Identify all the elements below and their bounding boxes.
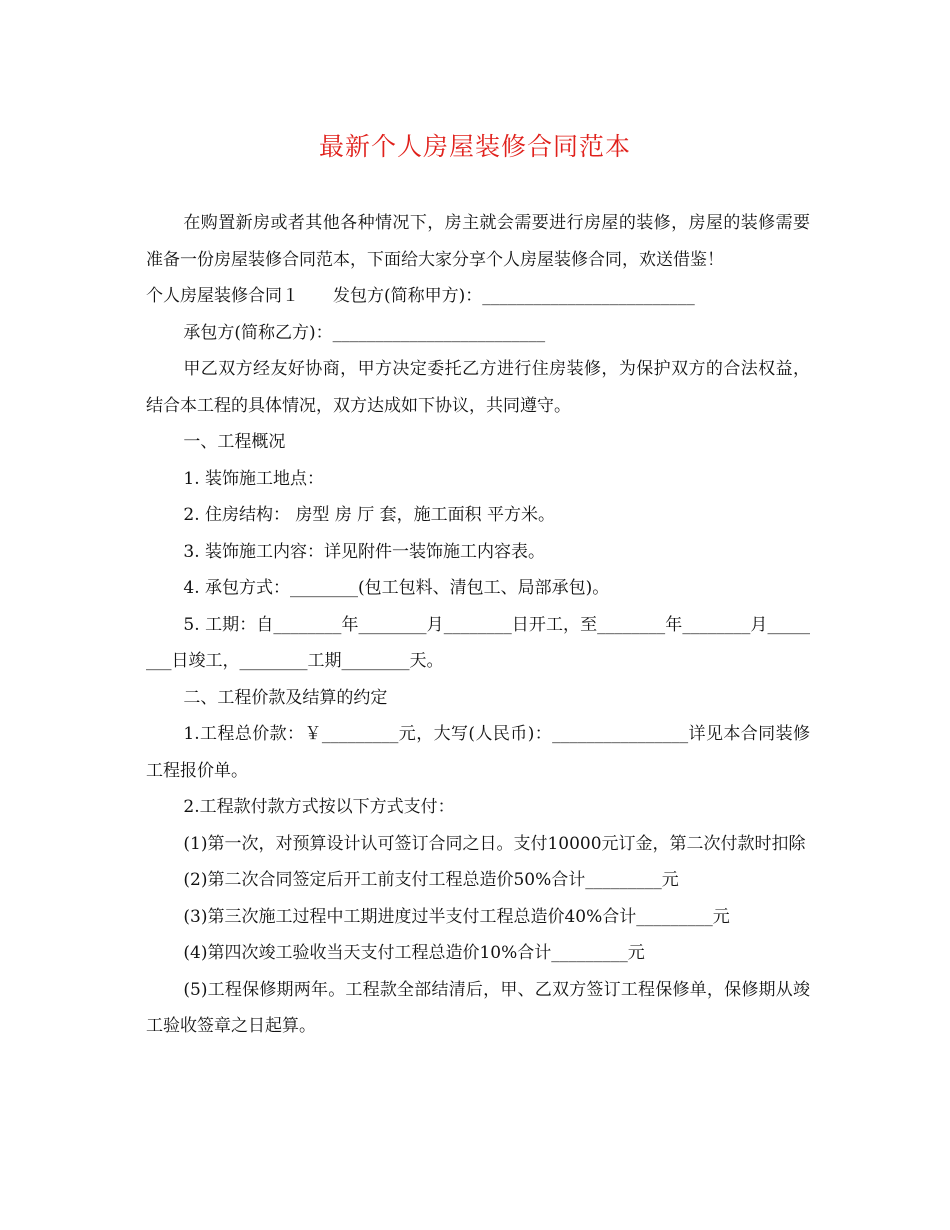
payment-first: (1)第一次，对预算设计认可签订合同之日。支付10000元订金，第二次付款时扣除	[183, 833, 806, 854]
warranty-clause: (5)工程保修期两年。工程款全部结清后，甲、乙双方签订工程保修单，保修期从竣工验收签章之日起算。	[146, 979, 810, 1036]
intro-paragraph: 在购置新房或者其他各种情况下，房主就会需要进行房屋的装修，房屋的装修需要准备一份房屋装修合同范本，下面给大家分享个人房屋装修合同，欢送借鉴！	[146, 213, 810, 270]
section-heading-overview: 一、工程概况	[183, 432, 286, 452]
document-title: 最新个人房屋装修合同范本	[318, 132, 631, 161]
clause-schedule: 5. 工期：自________年________月________日开工，至________年________月________日竣工，________工期________天。	[146, 614, 810, 671]
clause-contract-method: 4. 承包方式：________(包工包料、清包工、局部承包)。	[183, 578, 610, 598]
document-body	[146, 205, 810, 1045]
payment-second: (2)第二次合同签定后开工前支付工程总造价50%合计_________元	[183, 870, 679, 890]
party-b-line: 承包方(简称乙方)：_________________________	[183, 322, 546, 343]
clause-content: 3. 装饰施工内容：详见附件一装饰施工内容表。	[183, 541, 546, 562]
section-heading-price: 二、工程价款及结算的约定	[183, 687, 388, 708]
clause-payment-method: 2.工程款付款方式按以下方式支付：	[183, 797, 455, 817]
agreement-paragraph: 甲乙双方经友好协商，甲方决定委托乙方进行住房装修，为保护双方的合法权益，结合本工程的具体情况，双方达成如下协议，共同遵守。	[146, 359, 810, 416]
clause-structure: 2. 住房结构： 房型 房 厅 套，施工面积 平方米。	[183, 505, 556, 525]
payment-third: (3)第三次施工过程中工期进度过半支付工程总造价40%合计_________元	[183, 906, 730, 927]
clause-location: 1. 装饰施工地点：	[183, 468, 325, 489]
payment-fourth: (4)第四次竣工验收当天支付工程总造价10%合计_________元	[183, 943, 645, 963]
contract-header-line: 个人房屋装修合同１ 发包方(简称甲方)：_________________________	[146, 286, 695, 306]
clause-total-price: 1.工程总价款：￥_________元，大写(人民币)：________________详见本合同装修工程报价单。	[146, 724, 810, 781]
